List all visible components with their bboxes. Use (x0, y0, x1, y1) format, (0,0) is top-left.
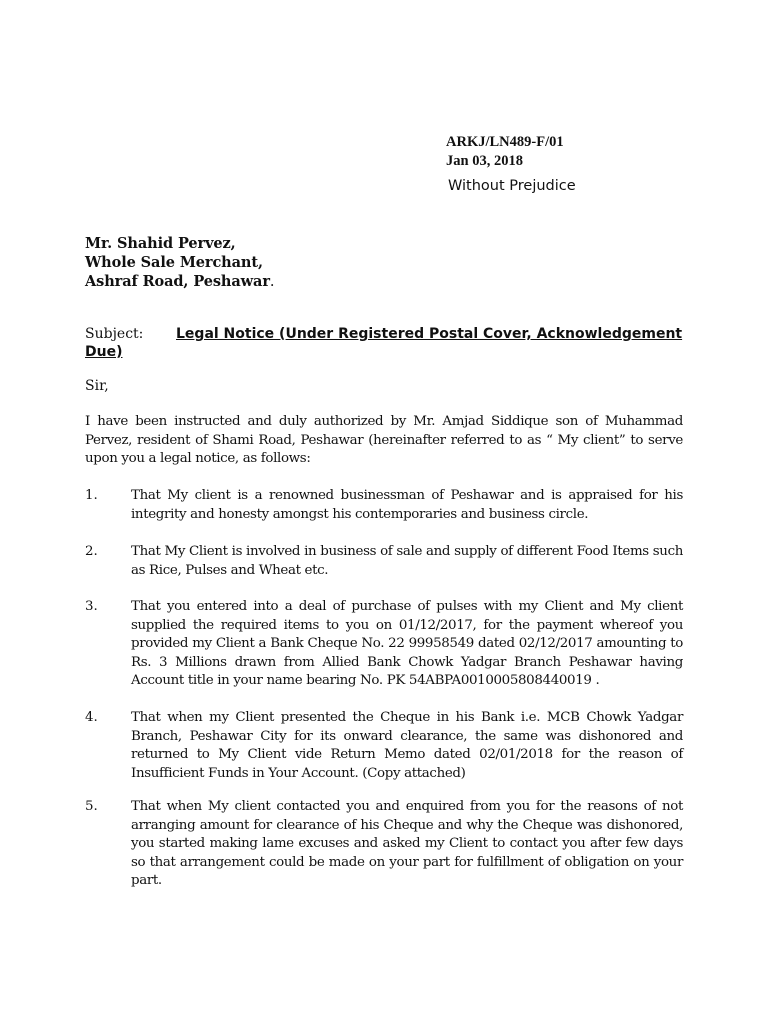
salutation: Sir, (85, 378, 109, 394)
paragraph-text: That when My client contacted you and enquired from you for the reasons of not arranging amount for clearance of his Cheque and why the Cheque was dishonored, you started making lame excuses and asked my Client to contact you after few days so that arrangement could be made on your part for fulfillment of obligation on your part. (131, 799, 683, 888)
subject-label: Subject: (85, 326, 144, 342)
paragraph-text: That My Client is involved in business of sale and supply of different Food Items such as Rice, Pulses and Wheat etc. (131, 544, 683, 578)
paragraph-number: 4. (85, 710, 98, 725)
without-prejudice-marking: Without Prejudice (448, 178, 576, 194)
subject-text-continued: Due) (85, 344, 123, 360)
addressee-address-end: . (269, 274, 275, 290)
addressee-block (85, 234, 274, 292)
subject-text: Legal Notice (Under Registered Postal Cover, Acknowledgement (176, 326, 683, 342)
intro-paragraph: I have been instructed and duly authorized by Mr. Amjad Siddique son of Muhammad Pervez, resident of Shami Road, Peshawar (hereinafter referred to as “ My client” to serve upon you a legal notice, as follows: (85, 414, 683, 466)
addressee-address-line (85, 272, 274, 292)
reference-block (446, 133, 564, 171)
paragraph-number: 3. (85, 599, 98, 614)
paragraph-number: 5. (85, 799, 98, 814)
paragraph-text: That My client is a renowned businessman of Peshawar and is appraised for his integrity and honesty amongst his contemporaries and business circle. (131, 488, 683, 522)
addressee-name: Mr. Shahid Pervez, (85, 235, 236, 252)
addressee-address: Ashraf Road, Peshawar (85, 273, 270, 290)
paragraph-number: 2. (85, 544, 98, 559)
paragraph-number: 1. (85, 488, 98, 503)
reference-number: ARKJ/LN489-F/01 (446, 134, 564, 150)
notice-date: Jan 03, 2018 (446, 153, 523, 169)
addressee-title: Whole Sale Merchant, (85, 254, 263, 271)
paragraph-text: That when my Client presented the Cheque in his Bank i.e. MCB Chowk Yadgar Branch, Peshawar City for its onward clearance, the same was dishonored and returned to My Client vide Return Memo dated 02/01/2018 for the reason of Insufficient Funds in Your Account. (Copy attached) (131, 710, 683, 781)
paragraph-text: That you entered into a deal of purchase of pulses with my Client and My client supplied the required items to you on 01/12/2017, for the payment whereof you provided my Client a Bank Cheque No. 22 99958549 dated 02/12/2017 amounting to Rs. 3 Millions drawn from Allied Bank Chowk Yadgar Branch Peshawar having Account title in your name bearing No. PK 54ABPA0010005808440019 . (131, 599, 683, 688)
